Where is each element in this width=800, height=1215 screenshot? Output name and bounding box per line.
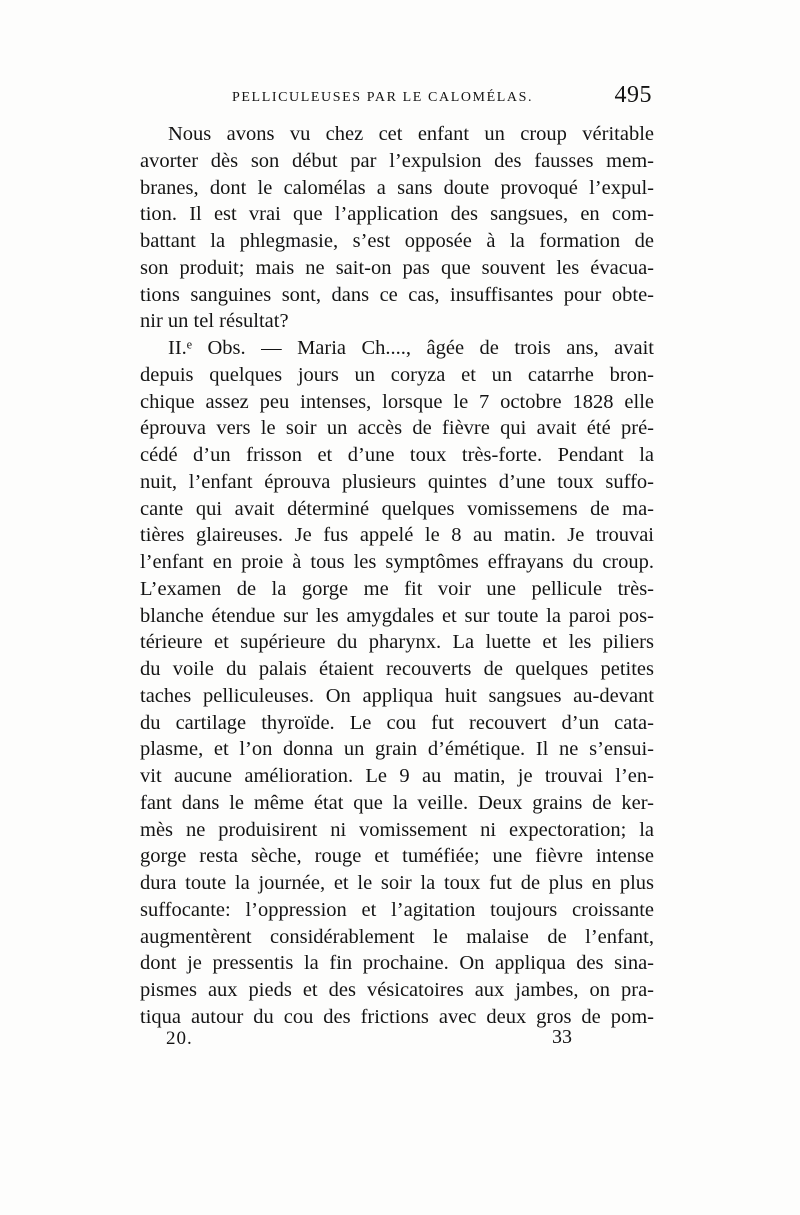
text-line: l’enfant en proie à tous les symptômes effrayans du croup. bbox=[140, 551, 654, 573]
text-line: chique assez peu intenses, lorsque le 7 octobre 1828 elle bbox=[140, 390, 654, 413]
text-line: L’examen de la gorge me fit voir une pellicule très- bbox=[140, 577, 654, 600]
text-line: fant dans le même état que la veille. Deux grains de ker- bbox=[140, 791, 654, 814]
text-line: tion. Il est vrai que l’application des sangsues, en com- bbox=[140, 203, 654, 226]
text-line: taches pelliculeuses. On appliqua huit sangsues au-devant bbox=[140, 684, 654, 707]
running-title: PELLICULEUSES PAR LE CALOMÉLAS. bbox=[232, 90, 534, 105]
observation-heading-line: II.ᵉ Obs. — Maria Ch...., âgée de trois ans, avait bbox=[168, 337, 654, 359]
page-number: 495 bbox=[614, 82, 652, 108]
text-line: du cartilage thyroïde. Le cou fut recouvert d’un cata- bbox=[140, 711, 654, 734]
text-line: son produit; mais ne sait-on pas que souvent les évacua- bbox=[140, 256, 654, 279]
page-footer bbox=[140, 1028, 654, 1056]
text-line: nir un tel résultat? bbox=[140, 310, 289, 333]
body-text bbox=[140, 121, 654, 1031]
text-line: avorter dès son début par l’expulsion des fausses mem- bbox=[140, 149, 654, 172]
text-line: dont je pressentis la fin prochaine. On appliqua des sina- bbox=[140, 952, 654, 975]
text-line: gorge resta sèche, rouge et tuméfiée; une fièvre intense bbox=[140, 845, 654, 868]
text-line: plasme, et l’on donna un grain d’émétique. Il ne s’ensui- bbox=[140, 738, 654, 761]
text-line: cédé d’un frisson et d’une toux très-forte. Pendant la bbox=[140, 444, 654, 466]
text-line: térieure et supérieure du pharynx. La luette et les piliers bbox=[140, 631, 654, 654]
text-line: branes, dont le calomélas a sans doute provoqué l’expul- bbox=[140, 176, 654, 199]
text-line: vit aucune amélioration. Le 9 au matin, je trouvai l’en- bbox=[140, 765, 654, 787]
text-line: tières glaireuses. Je fus appelé le 8 au matin. Je trouvai bbox=[140, 524, 654, 547]
text-line: Nous avons vu chez cet enfant un croup véritable bbox=[168, 123, 654, 145]
text-line: nuit, l’enfant éprouva plusieurs quintes d’une toux suffo- bbox=[140, 470, 654, 493]
text-line: mès ne produisirent ni vomissement ni expectoration; la bbox=[140, 818, 654, 841]
text-line: augmentèrent considérablement le malaise de l’enfant, bbox=[140, 925, 654, 948]
text-line: du voile du palais étaient recouverts de quelques petites bbox=[140, 658, 654, 680]
text-line: tiqua autour du cou des frictions avec deux gros de pom- bbox=[140, 1005, 654, 1028]
running-head bbox=[140, 84, 660, 116]
text-line: cante qui avait déterminé quelques vomissemens de ma- bbox=[140, 497, 654, 520]
text-line: tions sanguines sont, dans ce cas, insuffisantes pour obte- bbox=[140, 283, 654, 306]
text-line: suffocante: l’oppression et l’agitation toujours croissante bbox=[140, 898, 654, 921]
text-line: dura toute la journée, et le soir la toux fut de plus en plus bbox=[140, 872, 654, 894]
sheet-number: 33 bbox=[552, 1026, 572, 1048]
text-line: battant la phlegmasie, s’est opposée à la formation de bbox=[140, 230, 654, 252]
text-line: blanche étendue sur les amygdales et sur toute la paroi pos- bbox=[140, 604, 654, 627]
text-line: éprouva vers le soir un accès de fièvre qui avait été pré- bbox=[140, 417, 654, 440]
signature-mark: 20. bbox=[166, 1028, 193, 1049]
text-line: pismes aux pieds et des vésicatoires aux jambes, on pra- bbox=[140, 979, 654, 1001]
text-line: depuis quelques jours un coryza et un catarrhe bron- bbox=[140, 363, 654, 386]
